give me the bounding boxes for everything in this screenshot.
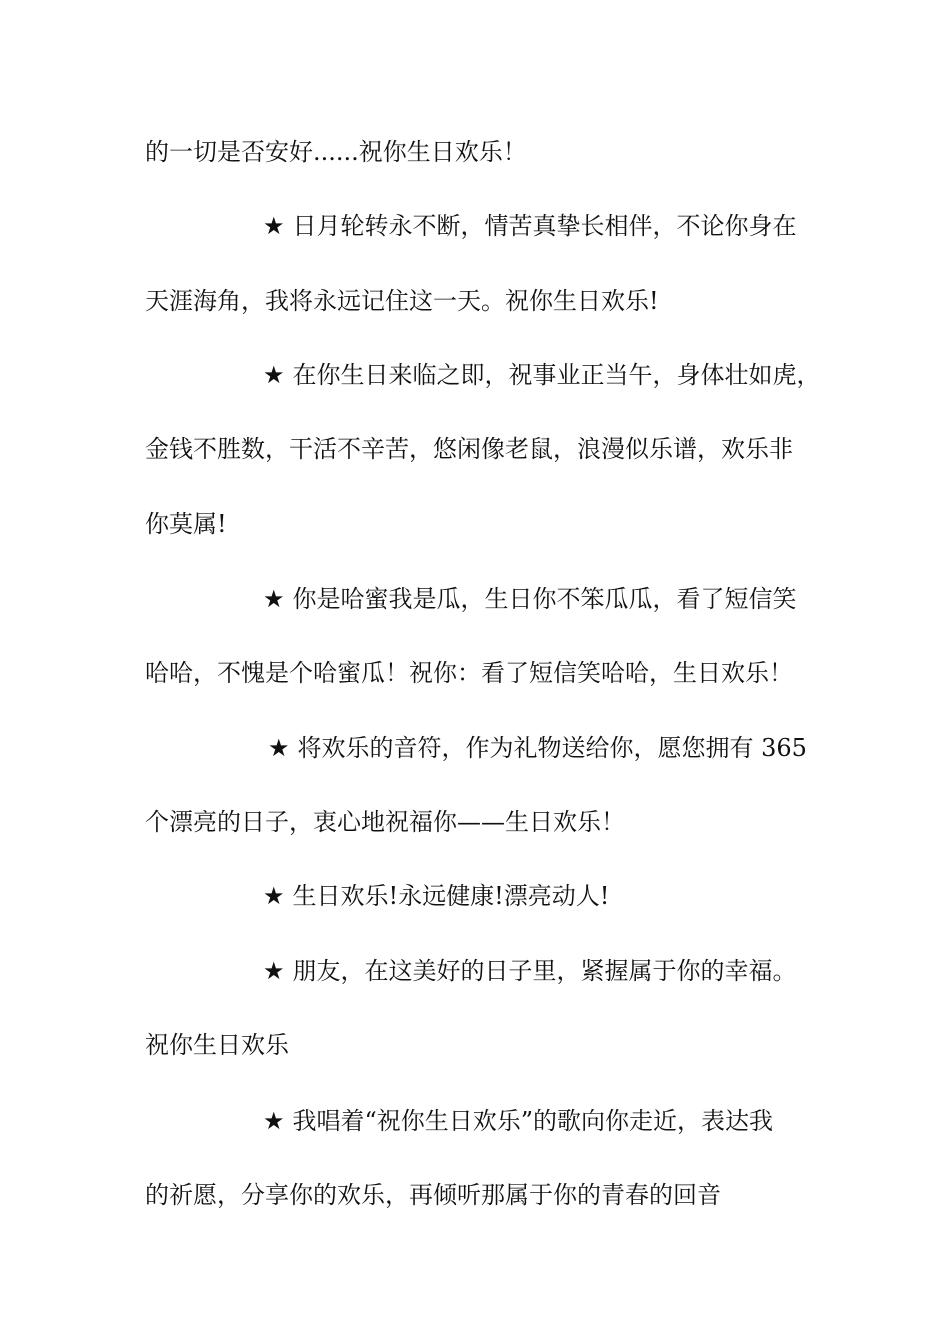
paragraph-line [145, 807, 625, 837]
line-text: 我唱着“祝你生日欢乐”的歌向你走近，表达我 [292, 1107, 774, 1135]
paragraph-line [145, 434, 793, 464]
paragraph-line [145, 137, 527, 167]
line-text: 哈哈，不愧是个哈蜜瓜！祝你：看了短信笑哈哈，生日欢乐！ [145, 659, 793, 687]
star-icon: ★ [263, 361, 285, 389]
line-text: 日月轮转永不断，情苦真挚长相伴，不论你身在 [292, 212, 797, 240]
line-text: 在你生日来临之即，祝事业正当午，身体壮如虎， [292, 361, 821, 389]
star-icon: ★ [263, 212, 285, 240]
line-text: 你莫属! [145, 510, 227, 538]
line-text: 的祈愿，分享你的欢乐，再倾听那属于你的青春的回音 [145, 1181, 721, 1209]
star-icon: ★ [263, 585, 285, 613]
line-text: 朋友，在这美好的日子里，紧握属于你的幸福。 [292, 957, 797, 985]
bullet-paragraph-line [263, 881, 609, 911]
paragraph-line [145, 1030, 289, 1060]
bullet-paragraph-line [263, 360, 821, 390]
line-text: 祝你生日欢乐 [145, 1031, 289, 1059]
line-text: 天涯海角，我将永远记住这一天。祝你生日欢乐! [145, 287, 659, 315]
bullet-paragraph-line [263, 1106, 773, 1136]
line-text: 金钱不胜数，干活不辛苦，悠闲像老鼠，浪漫似乐谱，欢乐非 [145, 435, 793, 463]
line-text: 你是哈蜜我是瓜，生日你不笨瓜瓜，看了短信笑 [292, 585, 797, 613]
star-icon: ★ [263, 882, 285, 910]
bullet-paragraph-line [263, 584, 797, 614]
line-text: 的一切是否安好......祝你生日欢乐！ [145, 138, 527, 166]
paragraph-line [145, 286, 659, 316]
bullet-paragraph-line [263, 956, 797, 986]
paragraph-line [145, 1180, 721, 1210]
line-text: 个漂亮的日子，衷心地祝福你——生日欢乐！ [145, 808, 625, 836]
star-icon: ★ [263, 1107, 285, 1135]
bullet-paragraph-line [263, 211, 797, 241]
bullet-paragraph-line [268, 733, 807, 763]
star-icon: ★ [268, 734, 290, 762]
line-text: 生日欢乐!永远健康!漂亮动人! [292, 882, 610, 910]
line-text: 将欢乐的音符，作为礼物送给你，愿您拥有 365 [297, 734, 807, 762]
paragraph-line [145, 658, 793, 688]
star-icon: ★ [263, 957, 285, 985]
paragraph-line [145, 509, 227, 539]
